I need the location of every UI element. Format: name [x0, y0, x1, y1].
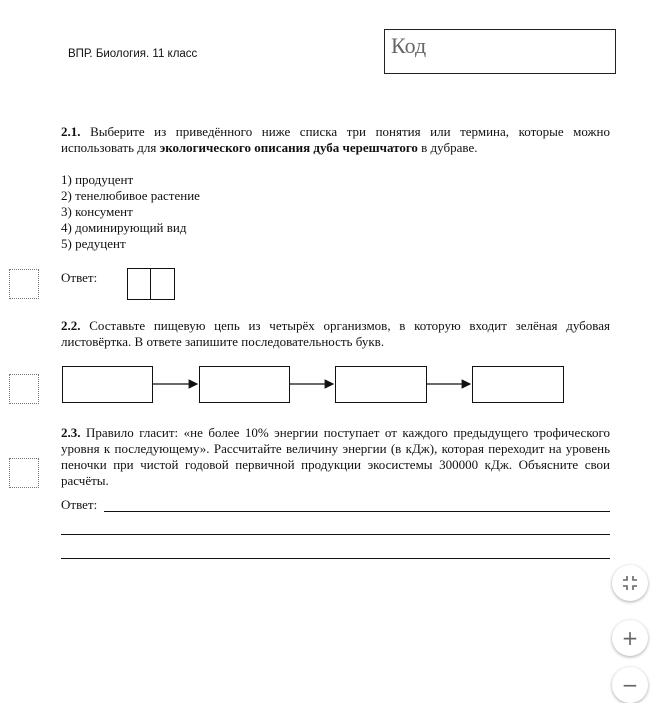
task-number: 2.3.: [61, 425, 81, 440]
list-item: 1) продуцент: [61, 172, 134, 187]
list-item: 5) редуцент: [61, 236, 126, 251]
collapse-icon: [621, 574, 639, 592]
zoom-in-button[interactable]: [612, 620, 648, 656]
minus-icon: −: [621, 673, 639, 697]
answer-label: Ответ:: [61, 497, 98, 512]
task-number: 2.1.: [61, 124, 81, 139]
task-2-1-text: 2.1. Выберите из приведённого ниже списка три понятия или термина, которые можно использовать для экологического описания дуба черешчатого в дубраве.: [61, 124, 610, 155]
fit-page-button[interactable]: [612, 565, 648, 601]
answer-line[interactable]: [104, 511, 610, 512]
plus-icon: +: [621, 626, 639, 650]
answer-line[interactable]: [61, 558, 610, 559]
list-item: 2) тенелюбивое растение: [61, 188, 200, 203]
answer-label: Ответ:: [61, 270, 98, 285]
task-2-2-text: 2.2. Составьте пищевую цепь из четырёх организмов, в которую входит зелёная дубовая листовёртка. В ответе запишите последовательность букв.: [61, 318, 610, 349]
list-item: 4) доминирующий вид: [61, 220, 187, 235]
zoom-out-button[interactable]: [612, 667, 648, 703]
emphasis-text: экологического описания дуба черешчатого: [159, 140, 418, 155]
task-2-3-text: 2.3. Правило гласит: «не более 10% энергии поступает от каждого предыдущего трофического уровня к последующему». Рассчитайте величину энергии (в кДж), которая переходит на уровень пеночки при чистой годовой первичной продукции экосистемы 300000 кДж. Объясните свои расчёты.: [61, 425, 610, 488]
score-box[interactable]: [9, 458, 39, 488]
header-title: ВПР. Биология. 11 класс: [68, 48, 198, 60]
code-label: Код: [391, 33, 427, 58]
list-item: 3) консумент: [61, 204, 133, 219]
answer-line[interactable]: [61, 534, 610, 535]
task-number: 2.2.: [61, 318, 81, 333]
